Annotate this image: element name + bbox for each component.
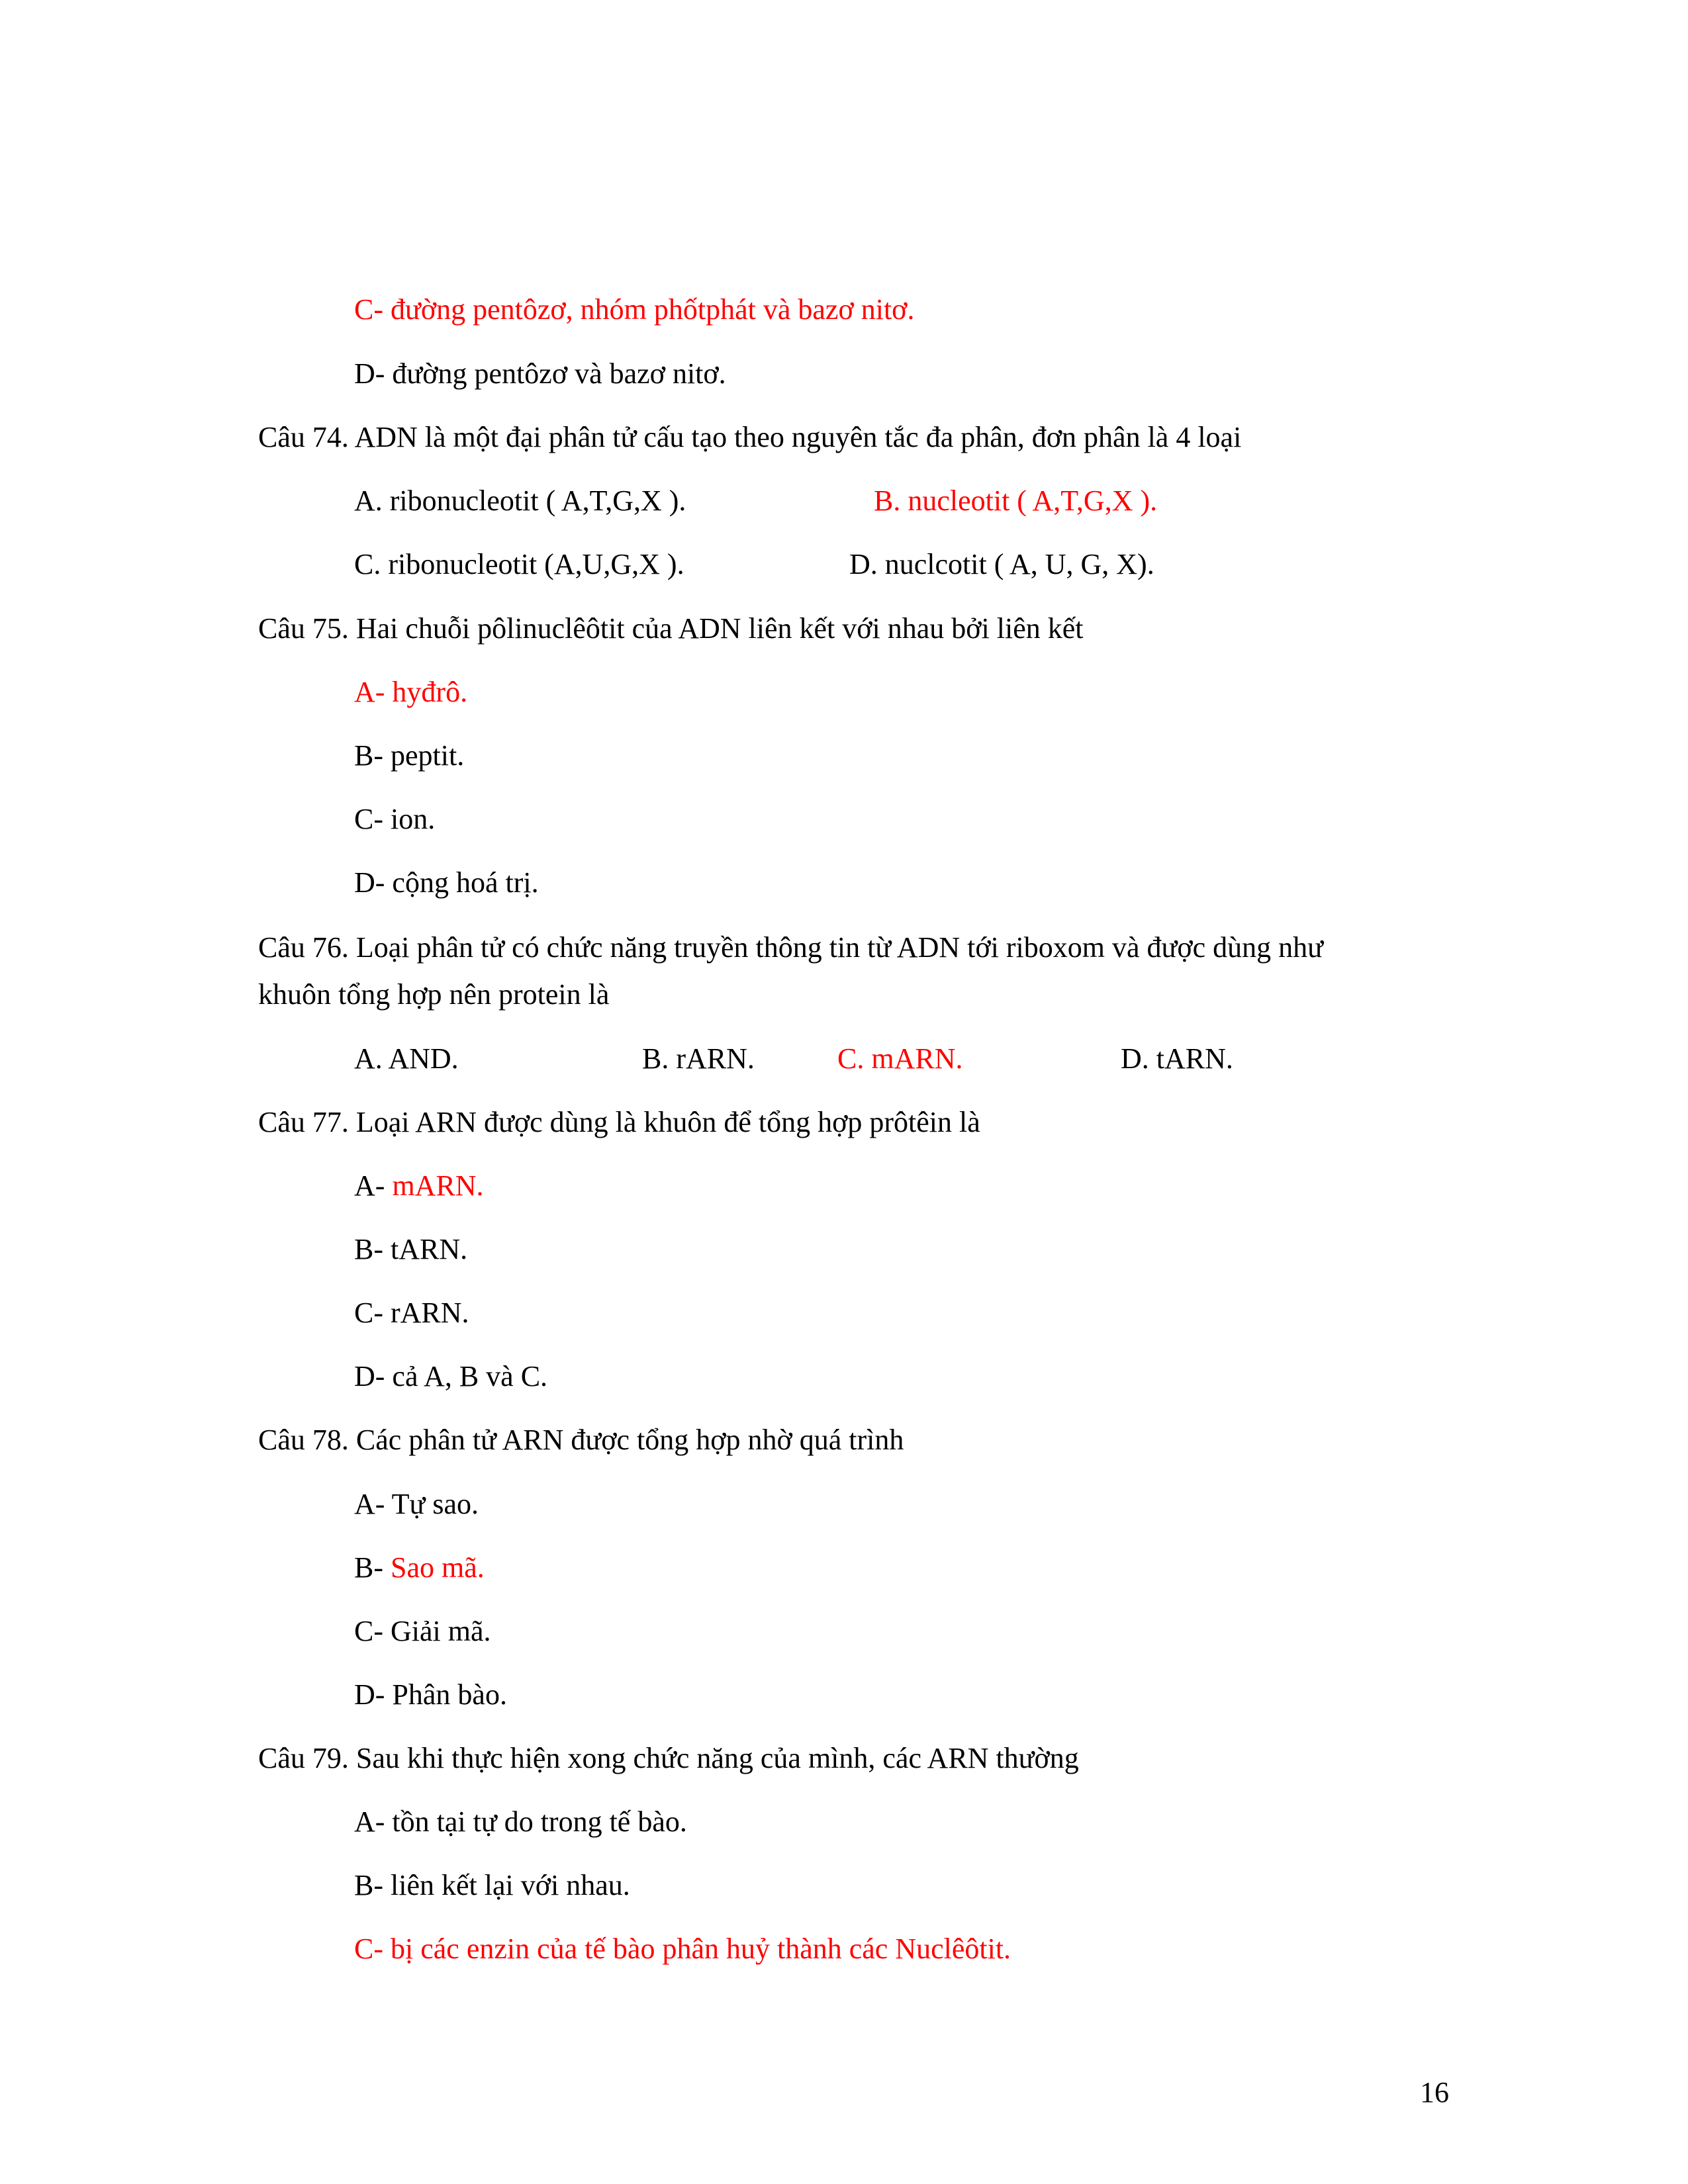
q74-option-b: B. nucleotit ( A,T,G,X ). — [874, 484, 1158, 517]
q74-option-c: C. ribonucleotit (A,U,G,X ). — [354, 548, 684, 580]
q77-option-b: B- tARN. — [354, 1233, 468, 1265]
q74-option-a: A. ribonucleotit ( A,T,G,X ). — [354, 484, 686, 517]
q76-option-b: B. rARN. — [642, 1042, 755, 1075]
q77-question: Câu 77. Loại ARN được dùng là khuôn để tổng hợp prôtêin là — [258, 1106, 980, 1138]
q74-option-d: D. nuclcotit ( A, U, G, X). — [849, 548, 1154, 580]
q78-option-d: D- Phân bào. — [354, 1678, 507, 1711]
q75-question: Câu 75. Hai chuỗi pôlinuclêôtit của ADN liên kết với nhau bởi liên kết — [258, 612, 1084, 645]
q75-option-c: C- ion. — [354, 803, 436, 835]
q78-option-b-prefix: B- — [354, 1551, 391, 1584]
q79-question: Câu 79. Sau khi thực hiện xong chức năng của mình, các ARN thường — [258, 1742, 1079, 1774]
q76-option-d: D. tARN. — [1121, 1042, 1233, 1075]
q75-option-a: A- hyđrô. — [354, 676, 468, 708]
q76-question-line1: Câu 76. Loại phân tử có chức năng truyền thông tin từ ADN tới riboxom và được dùng như — [258, 931, 1323, 964]
q76-option-c: C. mARN. — [837, 1042, 963, 1075]
q75-option-d: D- cộng hoá trị. — [354, 866, 539, 899]
q79-option-a: A- tồn tại tự do trong tế bào. — [354, 1805, 687, 1838]
q77-option-c: C- rARN. — [354, 1297, 469, 1329]
q76-question-line2: khuôn tổng hợp nên protein là — [258, 978, 610, 1011]
q77-option-a-text: mARN. — [392, 1169, 484, 1202]
q74-question: Câu 74. ADN là một đại phân tử cấu tạo theo nguyên tắc đa phân, đơn phân là 4 loại — [258, 421, 1242, 453]
q78-question: Câu 78. Các phân tử ARN được tổng hợp nhờ quá trình — [258, 1424, 904, 1456]
q77-option-a — [354, 1166, 484, 1206]
q73-option-c: C- đường pentôzơ, nhóm phốtphát và bazơ nitơ. — [354, 293, 915, 326]
q78-option-b-text: Sao mã. — [391, 1551, 485, 1584]
q75-option-b: B- peptit. — [354, 739, 465, 772]
q77-option-a-prefix: A- — [354, 1169, 393, 1202]
q76-option-a: A. AND. — [354, 1042, 459, 1075]
q79-option-c: C- bị các enzin của tế bào phân huỷ thành các Nuclêôtit. — [354, 1933, 1011, 1965]
q79-option-b: B- liên kết lại với nhau. — [354, 1869, 630, 1901]
page-number: 16 — [1420, 2076, 1449, 2109]
q77-option-d: D- cả A, B và C. — [354, 1360, 548, 1392]
q78-option-a: A- Tự sao. — [354, 1488, 479, 1520]
q78-option-b — [354, 1548, 485, 1588]
q73-option-d: D- đường pentôzơ và bazơ nitơ. — [354, 357, 726, 390]
q78-option-c: C- Giải mã. — [354, 1615, 491, 1647]
